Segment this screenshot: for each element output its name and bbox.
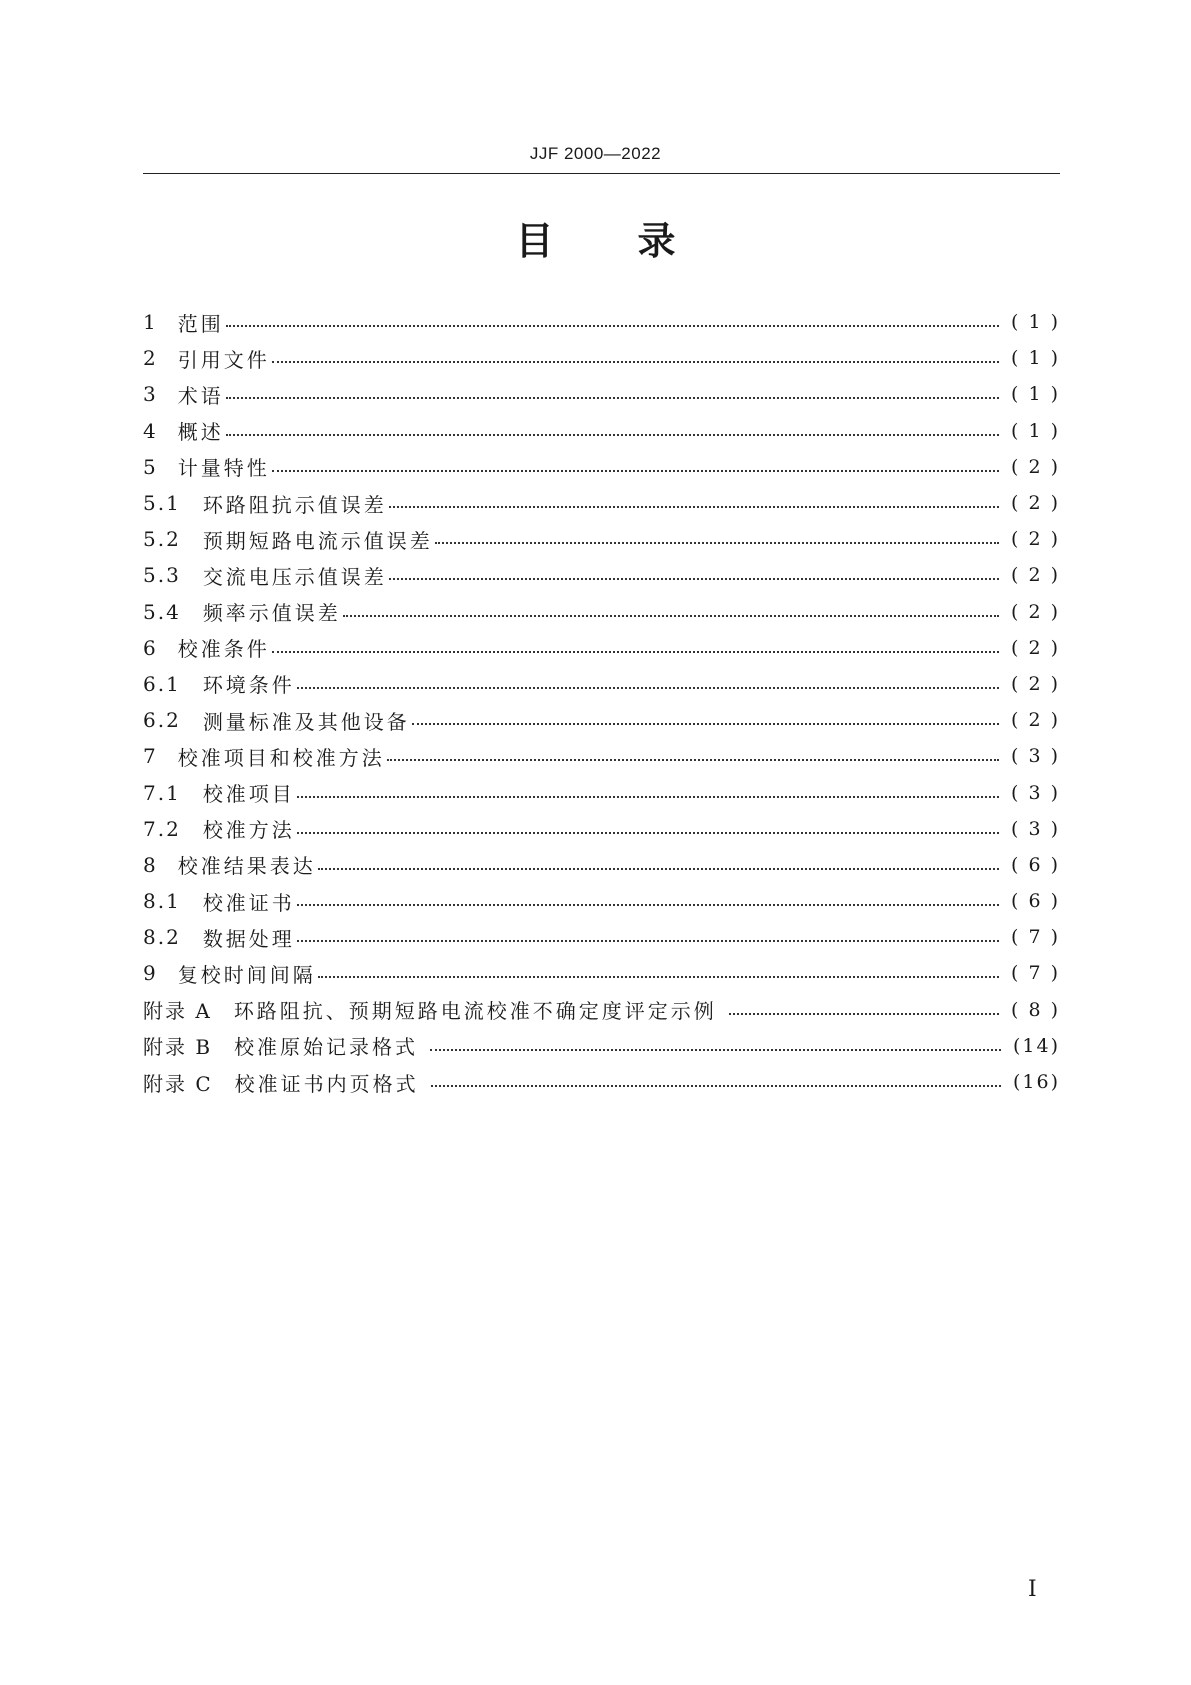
toc-dot-leader xyxy=(297,940,999,942)
toc-entry[interactable] xyxy=(143,557,1060,593)
toc-dot-leader xyxy=(226,434,999,436)
toc-entry-title: 预期短路电流示值误差 xyxy=(202,528,433,553)
toc-entry-page: ( 2 ) xyxy=(1011,564,1060,587)
toc-entry[interactable] xyxy=(143,1064,1060,1100)
toc-dot-leader xyxy=(318,976,999,978)
toc-entry[interactable] xyxy=(143,883,1060,919)
toc-entry-title: 校准原始记录格式 xyxy=(234,1035,419,1060)
document-code: JJF 2000—2022 xyxy=(529,144,662,163)
toc-dot-leader xyxy=(729,1013,999,1015)
toc-entry-number: 6.2 xyxy=(143,708,181,733)
toc-entry[interactable] xyxy=(143,811,1060,847)
toc-dot-leader xyxy=(297,687,999,689)
toc-entry-page: ( 2 ) xyxy=(1011,492,1060,515)
toc-entry-page: ( 1 ) xyxy=(1011,311,1060,334)
toc-entry-page: ( 6 ) xyxy=(1011,853,1060,876)
toc-entry-number: 8.2 xyxy=(143,925,181,950)
toc-entry[interactable] xyxy=(143,485,1060,521)
toc-entry[interactable] xyxy=(143,955,1060,991)
toc-entry-page: (14) xyxy=(1012,1034,1060,1057)
toc-entry-title: 校准结果表达 xyxy=(177,854,316,879)
toc-dot-leader xyxy=(272,361,999,363)
toc-entry-title: 测量标准及其他设备 xyxy=(202,709,410,734)
toc-entry-page: ( 7 ) xyxy=(1011,962,1060,985)
toc-dot-leader xyxy=(272,651,999,653)
toc-dot-leader xyxy=(430,1049,1001,1051)
toc-entry[interactable] xyxy=(143,738,1060,774)
toc-entry-title: 引用文件 xyxy=(177,347,270,372)
toc-entry-number: 5.1 xyxy=(143,491,181,516)
toc-entry-title: 校准证书 xyxy=(202,890,295,915)
toc-entry-title: 复校时间间隔 xyxy=(177,962,316,987)
toc-entry-page: ( 2 ) xyxy=(1011,455,1060,478)
toc-dot-leader xyxy=(412,723,999,725)
toc-entry-page: (16) xyxy=(1012,1071,1060,1094)
toc-entry-title: 环路阻抗示值误差 xyxy=(202,492,387,517)
toc-entry-page: ( 3 ) xyxy=(1011,817,1060,840)
toc-dot-leader xyxy=(297,904,999,906)
toc-entry-number: 8.1 xyxy=(143,889,181,914)
toc-dot-leader xyxy=(389,578,999,580)
toc-entry[interactable] xyxy=(143,919,1060,955)
toc-entry-page: ( 1 ) xyxy=(1011,347,1060,370)
toc-entry-title: 校准证书内页格式 xyxy=(234,1071,419,1096)
toc-entry[interactable] xyxy=(143,340,1060,376)
toc-dot-leader xyxy=(297,832,999,834)
toc-entry-page: ( 2 ) xyxy=(1011,600,1060,623)
toc-entry-title: 频率示值误差 xyxy=(202,601,341,626)
toc-entry-page: ( 1 ) xyxy=(1011,383,1060,406)
toc-entry-page: ( 1 ) xyxy=(1011,419,1060,442)
toc-entry[interactable] xyxy=(143,630,1060,666)
toc-entry-page: ( 6 ) xyxy=(1011,890,1060,913)
toc-entry[interactable] xyxy=(143,594,1060,630)
toc-dot-leader xyxy=(226,397,999,399)
toc-dot-leader xyxy=(318,868,999,870)
toc-entry-title: 环路阻抗、预期短路电流校准不确定度评定示例 xyxy=(233,999,717,1024)
header-rule xyxy=(143,173,1060,174)
table-of-contents xyxy=(143,304,1060,1100)
toc-entry-title: 校准项目和校准方法 xyxy=(177,745,385,770)
toc-entry-page: ( 2 ) xyxy=(1011,528,1060,551)
toc-entry[interactable] xyxy=(143,521,1060,557)
toc-entry-page: ( 3 ) xyxy=(1011,745,1060,768)
toc-entry-number: 6 xyxy=(143,635,158,660)
toc-entry-number: 附录 B xyxy=(143,1035,213,1060)
toc-entry-title: 校准方法 xyxy=(202,818,295,843)
toc-entry-number: 2 xyxy=(143,346,158,371)
toc-entry-number: 5.2 xyxy=(143,527,181,552)
toc-entry-number: 附录 A xyxy=(143,999,212,1024)
toc-entry[interactable] xyxy=(143,774,1060,810)
toc-entry-number: 5 xyxy=(143,454,158,479)
toc-entry-number: 7 xyxy=(143,744,158,769)
page-title xyxy=(0,219,1191,263)
toc-entry[interactable] xyxy=(143,304,1060,340)
toc-entry[interactable] xyxy=(143,666,1060,702)
toc-dot-leader xyxy=(226,325,999,327)
toc-entry-title: 范围 xyxy=(177,311,224,336)
toc-entry-page: ( 2 ) xyxy=(1011,709,1060,732)
toc-entry-title: 校准条件 xyxy=(177,637,270,662)
page-number: I xyxy=(1028,1577,1037,1602)
toc-entry-page: ( 7 ) xyxy=(1011,926,1060,949)
toc-entry-number: 5.3 xyxy=(143,563,181,588)
toc-entry[interactable] xyxy=(143,992,1060,1028)
toc-entry-number: 8 xyxy=(143,852,158,877)
toc-dot-leader xyxy=(387,759,999,761)
toc-entry-title: 术语 xyxy=(177,383,224,408)
toc-entry-title: 概述 xyxy=(177,420,224,445)
toc-entry[interactable] xyxy=(143,847,1060,883)
toc-entry[interactable] xyxy=(143,702,1060,738)
toc-entry-number: 5.4 xyxy=(143,599,181,624)
toc-entry-number: 1 xyxy=(143,310,158,335)
toc-entry-page: ( 8 ) xyxy=(1011,998,1060,1021)
toc-entry-number: 9 xyxy=(143,961,158,986)
toc-entry-number: 7.2 xyxy=(143,816,181,841)
toc-entry-number: 7.1 xyxy=(143,780,181,805)
toc-entry[interactable] xyxy=(143,376,1060,412)
toc-entry-number: 3 xyxy=(143,382,158,407)
toc-entry[interactable] xyxy=(143,1028,1060,1064)
page-title-char-2: 录 xyxy=(637,219,676,263)
toc-dot-leader xyxy=(297,796,999,798)
page-title-char-1: 目 xyxy=(515,219,554,263)
toc-entry-title: 环境条件 xyxy=(202,673,295,698)
toc-entry-title: 校准项目 xyxy=(202,782,295,807)
toc-entry[interactable] xyxy=(143,449,1060,485)
toc-entry-number: 附录 C xyxy=(143,1071,213,1096)
toc-entry-page: ( 3 ) xyxy=(1011,781,1060,804)
toc-entry[interactable] xyxy=(143,413,1060,449)
toc-dot-leader xyxy=(343,615,999,617)
toc-entry-page: ( 2 ) xyxy=(1011,672,1060,695)
toc-dot-leader xyxy=(435,542,999,544)
toc-entry-number: 6.1 xyxy=(143,671,181,696)
toc-entry-page: ( 2 ) xyxy=(1011,636,1060,659)
toc-dot-leader xyxy=(389,506,999,508)
toc-dot-leader xyxy=(431,1085,1001,1087)
toc-entry-title: 计量特性 xyxy=(177,456,270,481)
toc-entry-number: 4 xyxy=(143,418,158,443)
toc-entry-title: 数据处理 xyxy=(202,926,295,951)
toc-entry-title: 交流电压示值误差 xyxy=(202,564,387,589)
toc-dot-leader xyxy=(272,470,999,472)
